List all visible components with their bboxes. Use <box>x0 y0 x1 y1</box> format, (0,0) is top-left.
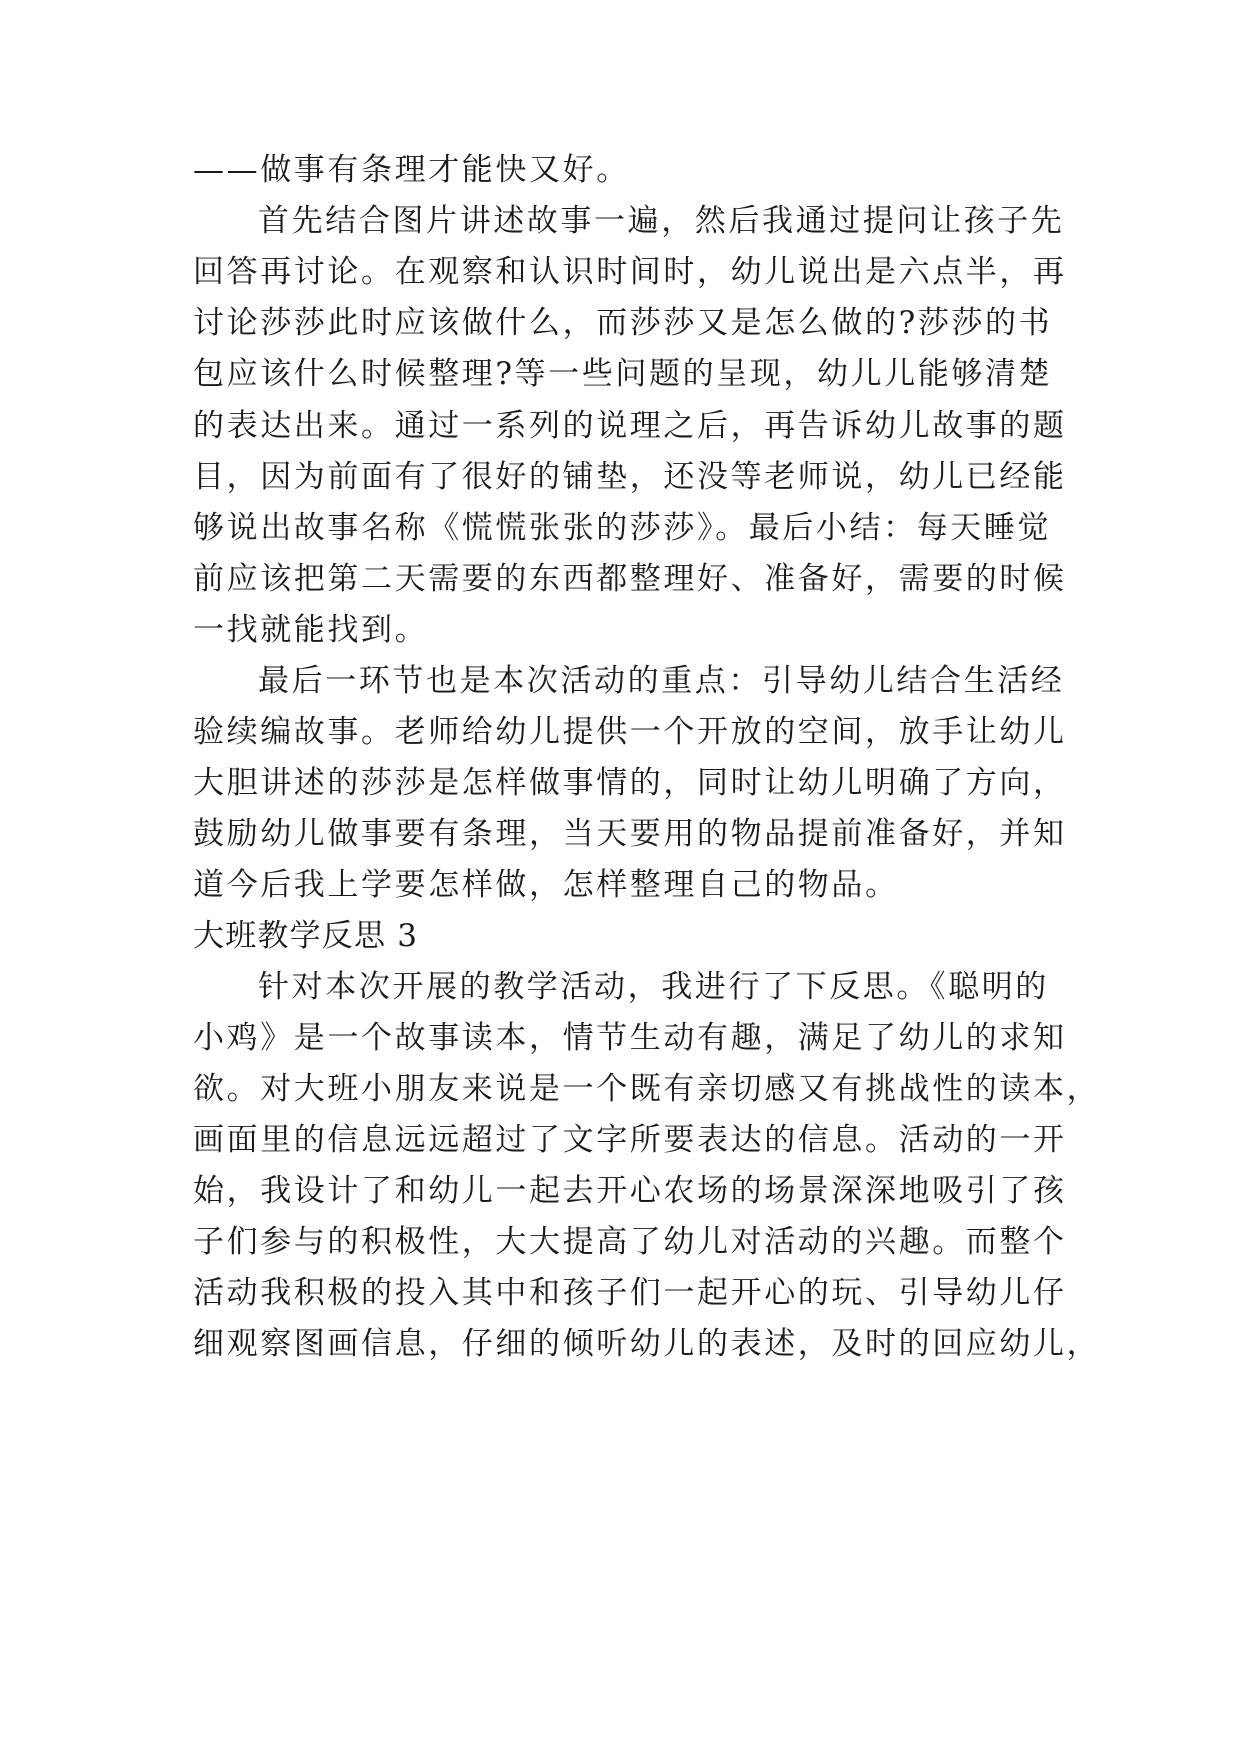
paragraph-line: 验续编故事。老师给幼儿提供一个开放的空间，放手让幼儿 <box>193 714 1067 750</box>
paragraph-line: 画面里的信息远远超过了文字所要表达的信息。活动的一开 <box>193 1122 1067 1158</box>
paragraph-line: 子们参与的积极性，大大提高了幼儿对活动的兴趣。而整个 <box>193 1224 1067 1260</box>
paragraph-line: 始，我设计了和幼儿一起去开心农场的场景深深地吸引了孩 <box>193 1173 1067 1209</box>
paragraph-line: 的表达出来。通过一系列的说理之后，再告诉幼儿故事的题 <box>193 408 1067 444</box>
paragraph-line: 细观察图画信息，仔细的倾听幼儿的表述，及时的回应幼儿， <box>193 1326 1101 1362</box>
paragraph-line: 回答再讨论。在观察和认识时间时，幼儿说出是六点半，再 <box>193 254 1067 290</box>
paragraph-line: ——做事有条理才能快又好。 <box>193 152 630 188</box>
section-heading: 大班教学反思 3 <box>193 918 419 954</box>
paragraph-line: 针对本次开展的教学活动，我进行了下反思。《聪明的 <box>258 969 1049 1005</box>
paragraph-line: 最后一环节也是本次活动的重点：引导幼儿结合生活经 <box>258 663 1065 699</box>
paragraph-line: 首先结合图片讲述故事一遍，然后我通过提问让孩子先 <box>258 203 1065 239</box>
paragraph-line: 目，因为前面有了很好的铺垫，还没等老师说，幼儿已经能 <box>193 459 1067 495</box>
paragraph-line: 包应该什么时候整理?等一些问题的呈现，幼儿儿能够清楚 <box>193 356 1053 392</box>
paragraph-line: 前应该把第二天需要的东西都整理好、准备好，需要的时候 <box>193 561 1067 597</box>
paragraph-line: 鼓励幼儿做事要有条理，当天要用的物品提前准备好，并知 <box>193 816 1067 852</box>
paragraph-line: 小鸡》是一个故事读本，情节生动有趣，满足了幼儿的求知 <box>193 1020 1067 1056</box>
paragraph-line: 道今后我上学要怎样做，怎样整理自己的物品。 <box>193 867 899 903</box>
paragraph-line: 够说出故事名称《慌慌张张的莎莎》。最后小结：每天睡觉 <box>193 510 1052 546</box>
paragraph-line: 欲。对大班小朋友来说是一个既有亲切感又有挑战性的读本， <box>193 1071 1101 1107</box>
paragraph-line: 大胆讲述的莎莎是怎样做事情的，同时让幼儿明确了方向， <box>193 765 1067 801</box>
paragraph-line: 一找就能找到。 <box>193 612 429 648</box>
paragraph-line: 活动我积极的投入其中和孩子们一起开心的玩、引导幼儿仔 <box>193 1275 1067 1311</box>
paragraph-line: 讨论莎莎此时应该做什么，而莎莎又是怎么做的?莎莎的书 <box>193 305 1053 341</box>
